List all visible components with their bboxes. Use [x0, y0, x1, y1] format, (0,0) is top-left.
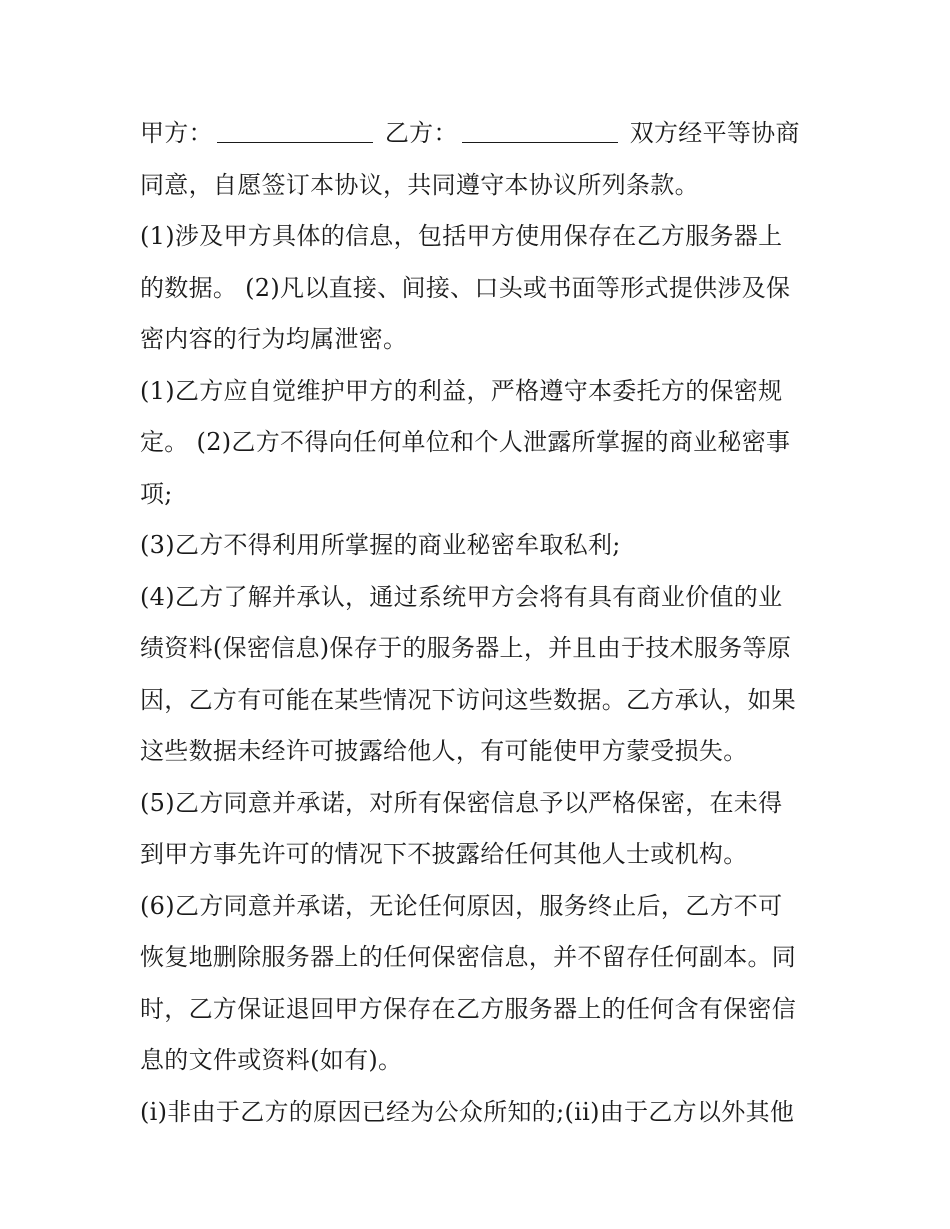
text-line: 项;	[140, 479, 173, 508]
text-line: 到甲方事先许可的情况下不披露给任何其他人士或机构。	[140, 840, 748, 868]
intro-tail: 双方经平等协商	[629, 119, 800, 147]
text-line: (5)乙方同意并承诺，对所有保密信息予以严格保密，在未得	[140, 788, 783, 817]
party-a-label: 甲方：	[140, 119, 213, 147]
text-line: (i)非由于乙方的原因已经为公众所知的;(ii)由于乙方以外其他	[140, 1097, 795, 1126]
text-line: 定。 (2)乙方不得向任何单位和个人泄露所掌握的商业秘密事	[140, 428, 791, 456]
text-line: (6)乙方同意并承诺，无论任何原因，服务终止后，乙方不可	[140, 891, 783, 920]
parties-line	[140, 108, 820, 160]
text-line: 同意，自愿签订本协议，共同遵守本协议所列条款。	[140, 170, 699, 199]
text-line: 因，乙方有可能在某些情况下访问这些数据。乙方承认，如果	[140, 685, 797, 714]
text-line: 的数据。 (2)凡以直接、间接、口头或书面等形式提供涉及保	[140, 273, 791, 302]
text-line: 绩资料(保密信息)保存于的服务器上，并且由于技术服务等原	[140, 634, 792, 662]
text-line: 恢复地删除服务器上的任何保密信息，并不留存任何副本。同	[140, 943, 797, 971]
party-b-label: 乙方：	[384, 119, 458, 147]
text-line: 息的文件或资料(如有)。	[140, 1046, 403, 1074]
text-line: (1)涉及甲方具体的信息，包括甲方使用保存在乙方服务器上	[140, 222, 783, 250]
document-body	[140, 108, 820, 1138]
text-line: (3)乙方不得利用所掌握的商业秘密牟取私利;	[140, 531, 621, 559]
text-line: 时，乙方保证退回甲方保存在乙方服务器上的任何含有保密信	[140, 994, 797, 1023]
text-line: 密内容的行为均属泄密。	[140, 325, 408, 353]
text-line: (4)乙方了解并承认，通过系统甲方会将有具有商业价值的业	[140, 582, 783, 611]
party-a-blank	[217, 114, 373, 143]
text-line: (1)乙方应自觉维护甲方的利益，严格遵守本委托方的保密规	[140, 376, 783, 405]
party-b-blank	[462, 114, 618, 143]
text-line: 这些数据未经许可披露给他人，有可能使甲方蒙受损失。	[140, 737, 748, 765]
